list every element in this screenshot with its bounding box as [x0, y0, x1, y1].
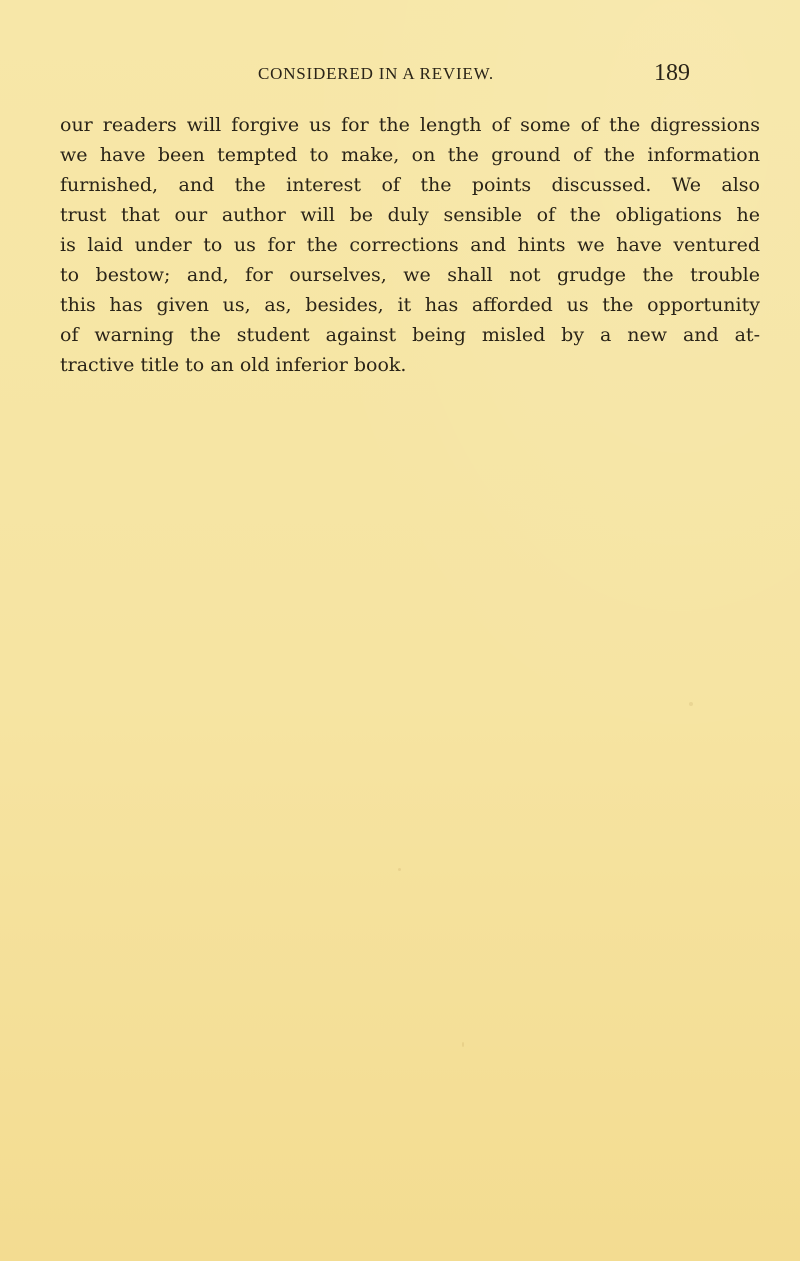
text-line: of warning the student against being misled by a new and at- [60, 324, 760, 346]
text-line: this has given us, as, besides, it has afforded us the opportunity [60, 294, 760, 316]
paper-speck [462, 1042, 464, 1047]
paper-speck [689, 702, 693, 706]
text-line: we have been tempted to make, on the ground of the information [60, 144, 760, 166]
text-line: tractive title to an old inferior book. [60, 354, 407, 376]
paper-speck [398, 868, 401, 871]
running-title: CONSIDERED IN A REVIEW. [258, 64, 494, 83]
text-line: our readers will forgive us for the length of some of the digressions [60, 114, 760, 136]
text-line: to bestow; and, for ourselves, we shall not grudge the trouble [60, 264, 760, 286]
paragraph [60, 110, 760, 380]
text-line: is laid under to us for the corrections and hints we have ventured [60, 234, 760, 256]
text-line: furnished, and the interest of the points discussed. We also [60, 174, 760, 196]
page-number: 189 [654, 60, 690, 86]
text-line: trust that our author will be duly sensible of the obligations he [60, 204, 760, 226]
